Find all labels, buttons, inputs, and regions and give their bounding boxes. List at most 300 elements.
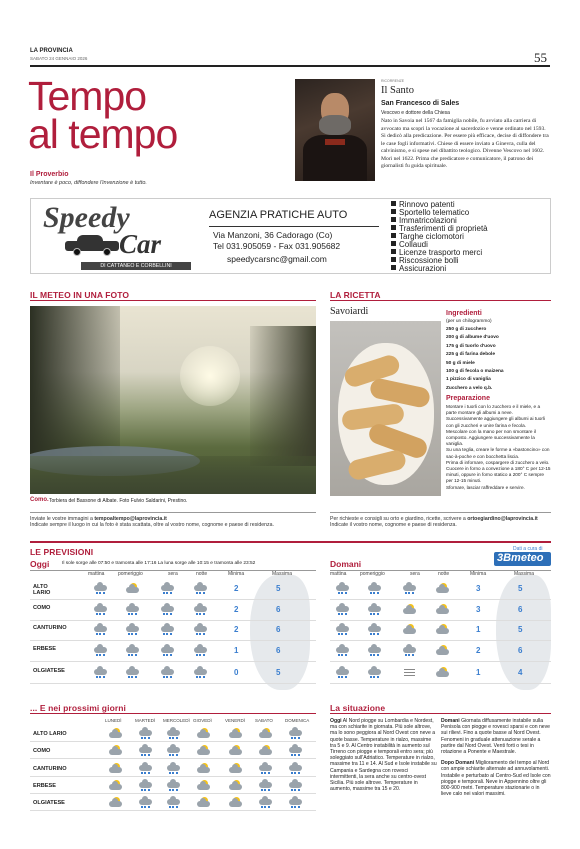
cloud-part <box>403 647 416 653</box>
rain-part <box>141 772 150 774</box>
cloud-rain-icon <box>125 667 140 678</box>
partly-sunny-icon <box>196 780 211 791</box>
ingredients-title: Ingredienti <box>446 310 482 317</box>
cloud-part <box>336 606 349 612</box>
day-header: LUNEDÌ <box>105 718 122 723</box>
cloud-part <box>229 749 242 755</box>
cloud-part <box>336 626 349 632</box>
oggi-col-header: Minima <box>228 571 245 577</box>
cloud-part <box>289 799 302 805</box>
rain-part <box>128 633 137 635</box>
domani-col-header: notte <box>438 571 450 577</box>
oggi-max-temp: 5 <box>276 668 281 677</box>
cloud-part <box>229 784 242 790</box>
cloud-part <box>161 606 174 612</box>
situazione-oggi <box>330 718 437 792</box>
domani-max-temp: 4 <box>518 668 523 677</box>
rain-part <box>291 737 300 739</box>
cloud-part <box>289 730 302 736</box>
santo-name: San Francesco di Sales <box>381 100 460 107</box>
cloud-rain-icon <box>193 624 208 635</box>
cloud-rain-icon <box>160 645 175 656</box>
rain-part <box>141 789 150 791</box>
oggi-row-rule <box>30 661 316 662</box>
rain-part <box>370 676 379 678</box>
rain-part <box>141 754 150 756</box>
partly-sunny-icon <box>258 745 273 756</box>
oggi-row-rule <box>30 620 316 621</box>
day-header: VENERDÌ <box>225 718 246 723</box>
cloud-rain-icon <box>166 763 181 774</box>
partly-sunny-icon <box>108 745 123 756</box>
cloud-part <box>167 747 180 753</box>
cloud-rain-icon <box>93 624 108 635</box>
ad-agency: AGENZIA PRATICHE AUTO <box>209 209 348 221</box>
rain-part <box>141 806 150 808</box>
santo-portrait <box>295 79 375 181</box>
page-title-line1: Tempo <box>28 73 147 119</box>
rain-part <box>169 806 178 808</box>
cloud-part <box>259 732 272 738</box>
page-number: 55 <box>534 50 547 65</box>
partly-sunny-icon <box>435 667 450 678</box>
rain-part <box>291 806 300 808</box>
partly-sunny-icon <box>108 797 123 808</box>
cloud-rain-icon <box>367 583 382 594</box>
partly-sunny-icon <box>258 728 273 739</box>
rain-part <box>370 613 379 615</box>
cloud-rain-icon <box>160 604 175 615</box>
cloud-part <box>368 669 381 675</box>
partly-sunny-icon <box>125 583 140 594</box>
rain-part <box>163 592 172 594</box>
santo-title: Il Santo <box>381 85 414 96</box>
cloud-rain-icon <box>288 780 303 791</box>
ad-service-label: Immatricolazioni <box>399 216 457 225</box>
location-label: CANTURINO <box>33 625 67 631</box>
ricetta-title: LA RICETTA <box>330 290 381 300</box>
cloud-rain-icon <box>258 763 273 774</box>
bullet-square-icon <box>391 233 396 238</box>
rain-part <box>196 613 205 615</box>
cloud-part <box>259 782 272 788</box>
rain-part <box>196 654 205 656</box>
cloud-part <box>259 765 272 771</box>
cloud-part <box>336 585 349 591</box>
partly-sunny-icon <box>196 763 211 774</box>
partly-sunny-icon <box>108 780 123 791</box>
cloud-part <box>368 647 381 653</box>
oggi-col-header: sera <box>168 571 178 577</box>
photo-note-rule <box>30 512 316 513</box>
cloud-rain-icon <box>288 745 303 756</box>
ad-service-label: Trasferimenti di proprietà <box>399 224 488 233</box>
recipe-photo <box>330 321 441 496</box>
bullet-square-icon <box>391 265 396 270</box>
santo-kicker: RICORRENZE <box>381 79 405 83</box>
bullet-square-icon <box>391 241 396 246</box>
ricetta-rule <box>330 300 551 301</box>
cloud-part <box>336 647 349 653</box>
situazione-domani-label: Domani <box>441 718 460 724</box>
cloud-part <box>194 585 207 591</box>
sun-moon-line: Il sole sorge alle 07:50 e tramonta alle 17:16 La luna sorge alle 10:15 e tramonta alle 23:52 <box>62 561 256 566</box>
domani-min-temp: 1 <box>476 625 481 634</box>
cloud-part <box>197 732 210 738</box>
bullet-square-icon <box>391 257 396 262</box>
cloud-part <box>403 608 416 614</box>
rain-part <box>141 737 150 739</box>
prossimi-row-rule <box>30 741 316 742</box>
cloud-part <box>126 647 139 653</box>
cloud-part <box>368 606 381 612</box>
ad-phone: Tel 031.905059 - Fax 031.905682 <box>213 241 341 251</box>
prossimi-rule <box>30 713 316 714</box>
oggi-max-temp: 5 <box>276 584 281 593</box>
cloud-rain-icon <box>138 763 153 774</box>
cloud-rain-icon <box>160 583 175 594</box>
cloud-rain-icon <box>93 645 108 656</box>
rain-part <box>196 633 205 635</box>
cloud-part <box>94 606 107 612</box>
photo-caption-bold: Como. <box>30 497 49 503</box>
domani-max-temp: 5 <box>518 625 523 634</box>
cloud-part <box>259 799 272 805</box>
oggi-min-temp: 0 <box>234 668 239 677</box>
cloud-rain-icon <box>166 728 181 739</box>
partly-sunny-icon <box>402 604 417 615</box>
cloud-part <box>94 626 107 632</box>
partly-sunny-icon <box>435 583 450 594</box>
cloud-rain-icon <box>193 667 208 678</box>
rain-part <box>169 789 178 791</box>
oggi-max-temp: 6 <box>276 646 281 655</box>
rain-part <box>338 633 347 635</box>
oggi-min-temp: 2 <box>234 584 239 593</box>
ad-email: speedycarsnc@gmail.com <box>227 254 327 264</box>
rain-part <box>338 676 347 678</box>
meteo-foto-rule <box>30 300 316 301</box>
cloud-part <box>289 782 302 788</box>
rain-part <box>163 633 172 635</box>
ad-address: Via Manzoni, 36 Cadorago (Co) <box>213 230 333 240</box>
cloud-part <box>436 628 449 634</box>
rain-part <box>163 654 172 656</box>
location-label: CANTURINO <box>33 766 67 772</box>
partly-sunny-icon <box>435 604 450 615</box>
cloud-rain-icon <box>138 728 153 739</box>
rain-part <box>96 676 105 678</box>
cloud-part <box>126 626 139 632</box>
location-label: ALTO LARIO <box>33 584 51 596</box>
cloud-part <box>139 747 152 753</box>
situazione-domani-text: Giornata diffusamente instabile sulla Penisola con piogge e rovesci sparsi e con neve sui rilievi. Fino a quote basse al Nord Ovest. Fenomeni in graduale attenuazione serale a partire dal Nord Ovest. Venti forti o tesi in rotazione a Ponente e Maestrale. <box>441 718 551 756</box>
proverbio-text: Inventare è poco, diffondere l'invenzione è tutto. <box>30 180 147 186</box>
rain-part <box>338 592 347 594</box>
rain-part <box>128 654 137 656</box>
cloud-part <box>197 749 210 755</box>
bullet-square-icon <box>391 217 396 222</box>
cloud-rain-icon <box>367 667 382 678</box>
cloud-rain-icon <box>258 797 273 808</box>
cloud-rain-icon <box>402 645 417 656</box>
location-label: COMO <box>33 748 51 754</box>
rain-part <box>261 789 270 791</box>
cloud-part <box>289 747 302 753</box>
cloud-part <box>436 671 449 677</box>
bullet-square-icon <box>391 209 396 214</box>
meteo-logo-text: 3Bmeteo <box>497 552 544 564</box>
paper-name: LA PROVINCIA <box>30 48 73 54</box>
meteo-logo <box>494 552 551 566</box>
day-header: GIOVEDÌ <box>193 718 212 723</box>
cloud-rain-icon <box>367 604 382 615</box>
ingredients-list <box>446 326 551 393</box>
rain-part <box>128 676 137 678</box>
ingredient-item: 225 g di farina debole <box>446 352 496 358</box>
cloud-rain-icon <box>193 645 208 656</box>
cloud-part <box>436 649 449 655</box>
ingredient-item: Zucchero a velo q.b. <box>446 385 493 391</box>
santo-body: Nato in Savoia nel 1567 da famiglia nobile, fu avviato alla carriera di avvocato ma scoprì la vocazione al sacerdozio e venne ordinato nel 1593. Si dedicò alla predicazione. Per essere più efficace, decise di diffondere tra le case fogli informativi. Chiese di essere inviato a Ginevra, culla del calvinismo, e si spese nel dibattito teologico. Divenne Vescovo nel 1602. Morì nel 1622. Prima che predicatore e comunicatore, il patrono dei giornalisti fu guida spirituale. <box>381 118 549 169</box>
oggi-col-header: pomeriggio <box>118 571 143 577</box>
rain-part <box>370 592 379 594</box>
cloud-rain-icon <box>125 604 140 615</box>
rain-part <box>96 592 105 594</box>
partly-sunny-icon <box>402 624 417 635</box>
cloud-rain-icon <box>138 780 153 791</box>
cloud-rain-icon <box>288 763 303 774</box>
prep-paragraph: Successivamente aggiungere gli albumi ai tuorli con gli zuccheri e unire farina e fecola. <box>446 416 546 428</box>
cloud-rain-icon <box>367 624 382 635</box>
oggi-col-header: Massima <box>272 571 293 577</box>
cloud-part <box>194 669 207 675</box>
situazione-title: La situazione <box>330 703 386 713</box>
rain-part <box>370 633 379 635</box>
photo-note <box>30 516 320 528</box>
page-title-line2: al tempo <box>28 111 178 157</box>
cloud-part <box>109 801 122 807</box>
recipe-note-rule <box>330 512 551 513</box>
cloud-part <box>161 585 174 591</box>
oggi-max-temp: 6 <box>276 605 281 614</box>
cloud-part <box>403 628 416 634</box>
cloud-part <box>161 626 174 632</box>
oggi-row-rule <box>30 683 316 684</box>
cloud-rain-icon <box>335 604 350 615</box>
rain-part <box>96 654 105 656</box>
oggi-max-temp: 6 <box>276 625 281 634</box>
fog-part <box>404 669 415 677</box>
cloud-part <box>197 784 210 790</box>
cloud-part <box>109 749 122 755</box>
rain-part <box>338 654 347 656</box>
day-header: SABATO <box>255 718 273 723</box>
cloud-part <box>436 608 449 614</box>
domani-row-rule <box>330 599 551 600</box>
cloud-part <box>109 732 122 738</box>
domani-min-temp: 3 <box>476 584 481 593</box>
cloud-part <box>194 626 207 632</box>
ad-brand-speedy: Speedy <box>43 201 130 234</box>
cloud-part <box>336 669 349 675</box>
cloud-rain-icon <box>93 583 108 594</box>
ingredient-item: 250 g di zucchero <box>446 327 487 332</box>
oggi-min-temp: 1 <box>234 646 239 655</box>
domani-max-temp: 6 <box>518 646 523 655</box>
ad-brand-car: Car <box>119 229 162 259</box>
prep-paragraph: Mescolare con la mano per non smontare il composto. Aggiungere successivamente la vaniglia. <box>446 428 536 447</box>
day-header: DOMENICA <box>285 718 310 723</box>
cloud-part <box>259 749 272 755</box>
ad-service-label: Rinnovo patenti <box>399 200 455 209</box>
domani-map-silhouette <box>496 575 551 690</box>
oggi-min-temp: 2 <box>234 605 239 614</box>
location-label: ERBESE <box>33 646 57 652</box>
rain-part <box>196 676 205 678</box>
cloud-part <box>167 799 180 805</box>
rain-part <box>370 654 379 656</box>
cloud-rain-icon <box>288 728 303 739</box>
situazione-dopo-text: Miglioramento del tempo al Nord con ampie schiarite alternate ad annuvolamenti. Instabile e perturbato al Centro-Sud ed Isole con piogge e temporali. Neve in Appennino oltre gli 800-900 metri. Temperature stazionarie o in lieve calo nei valori massimi. <box>441 760 551 798</box>
partly-sunny-icon <box>196 797 211 808</box>
rain-part <box>405 592 414 594</box>
ingredient-item: 175 g di tuorlo d'uovo <box>446 343 496 349</box>
oggi-row-rule <box>30 599 316 600</box>
ingredients-sub: (per un chilogrammo) <box>446 319 492 324</box>
day-header: MERCOLEDÌ <box>163 718 190 723</box>
bullet-square-icon <box>391 201 396 206</box>
cloud-part <box>94 669 107 675</box>
previsioni-top-rule <box>30 541 551 543</box>
santo-subtitle: Vescovo e dottore della Chiesa <box>381 110 450 116</box>
cloud-rain-icon <box>93 604 108 615</box>
partly-sunny-icon <box>196 745 211 756</box>
recipe-note-text2: Indicate il vostro nome, cognome e paese di residenza. <box>330 522 457 529</box>
cloud-part <box>161 647 174 653</box>
partly-sunny-icon <box>435 645 450 656</box>
domani-max-temp: 6 <box>518 605 523 614</box>
cloud-part <box>109 767 122 773</box>
prep-paragraph: Su una teglia, creare le forme a «bastoncino» con sac-à-poche e con bocchetta liscia. <box>446 447 550 459</box>
cloud-part <box>139 730 152 736</box>
prep-paragraph: Prima di infornare, cospargere di zucchero a velo. Cuocere in forno a convezione a 180° C per 12-15 minuti, oppure in forno statico a 200° C sempre per 12-15 minuti. <box>446 459 551 484</box>
rain-part <box>163 676 172 678</box>
rain-part <box>169 737 178 739</box>
domani-col-header: sera <box>410 571 420 577</box>
cloud-part <box>197 801 210 807</box>
cloud-rain-icon <box>138 745 153 756</box>
rain-part <box>96 613 105 615</box>
cloud-part <box>94 647 107 653</box>
prep-text <box>446 404 552 491</box>
domani-row-rule <box>330 640 551 641</box>
cloud-part <box>126 606 139 612</box>
cloud-rain-icon <box>166 780 181 791</box>
rain-part <box>261 806 270 808</box>
situazione-dopo-label: Dopo Domani <box>441 760 475 767</box>
rain-part <box>291 772 300 774</box>
situazione-rule <box>330 713 551 714</box>
prossimi-title: ... E nei prossimi giorni <box>30 703 127 713</box>
ad-service-label: Sportello telematico <box>399 208 470 217</box>
oggi-row-rule <box>30 640 316 641</box>
location-label: ERBESE <box>33 783 57 789</box>
recipe-name: Savoiardi <box>330 306 369 317</box>
photo-caption: Torbiera del Bassone di Albate. Foto Fulvio Saldarini, Prestino. <box>49 497 188 504</box>
rain-part <box>169 754 178 756</box>
domani-row-rule <box>330 683 551 684</box>
ingredient-item: 1 pizzico di vaniglia <box>446 377 491 383</box>
oggi-min-temp: 2 <box>234 625 239 634</box>
recipe-email-link[interactable]: ortoegiardino@laprovincia.it <box>467 516 538 522</box>
location-label: OLGIATESE <box>33 668 65 674</box>
cloud-part <box>167 782 180 788</box>
situazione-oggi-label: Oggi <box>330 718 342 724</box>
ad-banner[interactable] <box>30 198 551 274</box>
domani-col-header: Minima <box>470 571 487 577</box>
cloud-rain-icon <box>402 583 417 594</box>
domani-min-temp: 2 <box>476 646 481 655</box>
partly-sunny-icon <box>228 797 243 808</box>
prossimi-row-rule <box>30 810 316 811</box>
meteo-photo <box>30 306 316 494</box>
domani-row-rule <box>330 661 551 662</box>
location-label: COMO <box>33 605 51 611</box>
domani-col-header: pomeriggio <box>360 571 385 577</box>
partly-sunny-icon <box>435 624 450 635</box>
cloud-part <box>229 732 242 738</box>
rain-part <box>338 613 347 615</box>
prep-title: Preparazione <box>446 395 490 402</box>
rain-part <box>261 772 270 774</box>
situazione-domani <box>441 718 551 797</box>
cloud-rain-icon <box>166 797 181 808</box>
ad-service-label: Targhe ciclomotori <box>399 232 464 241</box>
location-label: OLGIATESE <box>33 800 65 806</box>
cloud-part <box>368 626 381 632</box>
domani-row-rule <box>330 620 551 621</box>
prossimi-row-rule <box>30 776 316 777</box>
cloud-rain-icon <box>160 667 175 678</box>
cloud-part <box>126 587 139 593</box>
cloud-part <box>403 585 416 591</box>
partly-sunny-icon <box>108 763 123 774</box>
cloud-rain-icon <box>193 604 208 615</box>
oggi-label: Oggi <box>30 559 50 569</box>
cloud-rain-icon <box>335 624 350 635</box>
cloud-rain-icon <box>193 583 208 594</box>
ad-service-label: Assicurazioni <box>399 264 447 273</box>
oggi-col-header: notte <box>196 571 208 577</box>
cloud-part <box>161 669 174 675</box>
domani-min-temp: 3 <box>476 605 481 614</box>
rain-part <box>405 654 414 656</box>
photo-email-link[interactable]: tempoaltempo@laprovincia.it <box>94 516 167 522</box>
domani-col-header: Massima <box>514 571 535 577</box>
cloud-part <box>167 730 180 736</box>
prossimi-row-rule <box>30 758 316 759</box>
domani-max-temp: 5 <box>518 584 523 593</box>
photo-note-text: Inviate le vostre immagini a <box>30 516 93 522</box>
recipe-note-text: Per richieste e consigli su orto e giardino, ricette, scrivere a <box>330 516 466 522</box>
bullet-square-icon <box>391 249 396 254</box>
rain-part <box>291 754 300 756</box>
situazione-oggi-text: Al Nord piogge su Lombardia e Nordest, ma con schiarite in giornata. Più sole altrove, ma lo sono peggiora al Nord Ovest con neve a quote basse. Temperature in rialzo, massime tra 5 e 9. Al Centro instabilità in aumento sul Tirreno con piogge e temporali entro sera; più soleggiato sull'Adriatico. Temperature in rialzo, massime tra 11 e 14. Al Sud e Isole instabile su Campania e Sardegna con rovesci intermittenti, la sera anche su centro-ovest Sicilia. Più sole altrove. Temperature in aumento, massime tra 15 e 20. <box>330 718 437 793</box>
partly-sunny-icon <box>228 763 243 774</box>
location-label: ALTO LARIO <box>33 731 67 737</box>
cloud-part <box>229 767 242 773</box>
